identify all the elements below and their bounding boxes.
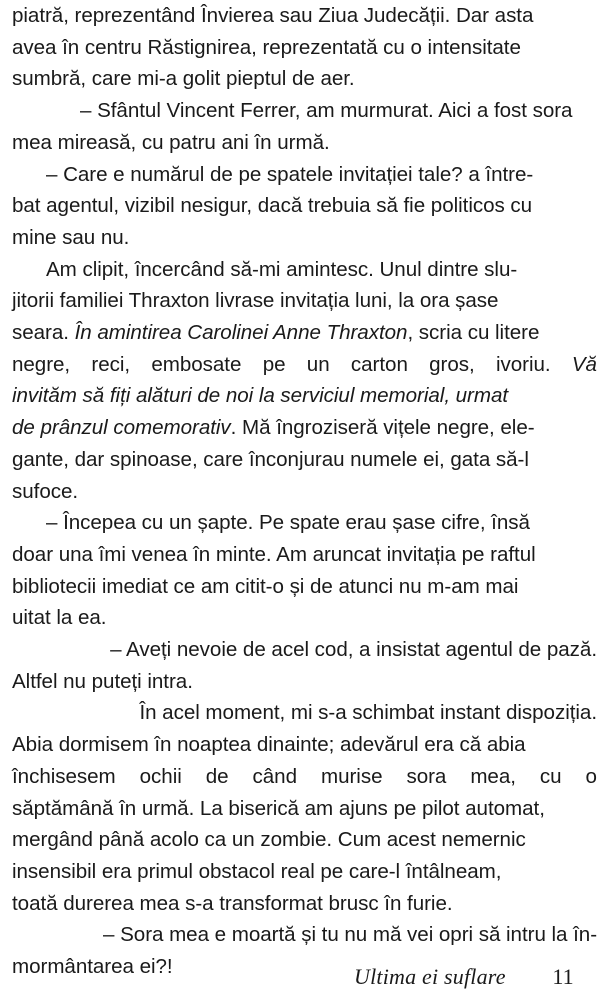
paragraph [12,254,597,508]
text-line [12,729,597,761]
paragraph-indent [12,697,46,729]
text-line [12,476,597,508]
text-line [12,634,597,666]
line-text: ochii [139,764,182,788]
paragraph [12,634,597,697]
text-line [12,254,597,286]
line-text: bat agentul, vizibil nesigur, dacă trebuia să fie politicos cu [12,194,533,218]
line-text: În acel moment, mi s-a schimbat instant dispoziția. [139,701,597,725]
line-text: toată durerea mea s-a transformat brusc în furie. [12,891,453,915]
line-text: gros, [429,352,475,376]
line-text: – Sora mea e moartă și tu nu mă vei opri să intru la în- [103,923,597,947]
text-line [12,539,597,571]
line-text: murise [320,764,383,788]
line-text: când [252,764,297,788]
line-text: închisesem [12,764,116,788]
line-text: piatră, reprezentând Învierea sau Ziua Judecății. Dar asta [12,4,534,27]
line-text: uitat la ea. [12,606,107,630]
paragraph [12,95,597,158]
line-text: mea mireasă, cu patru ani în urmă. [12,130,330,154]
text-line [12,919,597,951]
text-line-italic-end [12,412,597,444]
text-line [12,856,597,888]
line-text: bibliotecii imediat ce am citit-o și de atunci nu m-am mai [12,574,519,598]
paragraph-indent [12,634,46,666]
text-line [12,888,597,920]
line-text: insensibil era primul obstacol real pe care-l întâlneam, [12,859,502,883]
text-line [12,190,597,222]
text-line [12,602,597,634]
italic-run: În amintirea Carolinei Anne Thraxton [74,321,408,345]
line-text: gante, dar spinoase, care înconjurau numele ei, gata să-l [12,447,529,471]
italic-run: invităm să fiți alături de noi la serviciul memorial, urmat [12,384,509,408]
line-text: un [306,352,330,376]
line-text: seara. În amintirea Carolinei Anne Thraxton, scria cu litere [12,321,540,345]
line-text: mine sau nu. [12,225,130,249]
italic-run: Vă [571,352,597,376]
paragraph-indent [12,919,46,951]
text-line [12,571,597,603]
running-title: Ultima ei suflare [354,964,506,989]
line-text: cu [539,764,562,788]
line-text: – Începea cu un șapte. Pe spate erau șase cifre, însă [46,511,530,535]
line-text: o [585,764,597,788]
line-text: doar una îmi venea în minte. Am aruncat invitația pe raftul [12,542,536,566]
line-text: – Sfântul Vincent Ferrer, am murmurat. Aici a fost sora [80,99,573,123]
text-line [12,285,597,317]
text-line-italic [12,349,597,381]
line-text: negre, [12,352,71,376]
page-body-text [12,0,597,983]
line-text: sufoce. [12,479,79,503]
text-line [12,824,597,856]
text-line-italic [12,380,597,412]
line-text: sora [406,764,447,788]
text-line [12,222,597,254]
italic-run: de prânzul comemorativ [12,416,231,440]
text-line [12,507,597,539]
paragraph [12,507,597,634]
paragraph [12,159,597,254]
line-text: săptămână în urmă. La biserică am ajuns pe pilot automat, [12,796,545,820]
line-text: mormântarea ei?! [12,955,173,979]
line-text: avea în centru Răstignirea, reprezentată cu o intensitate [12,35,521,59]
line-text: reci, [91,352,131,376]
line-text: embosate [151,352,242,376]
line-text: sumbră, care mi-a golit pieptul de aer. [12,67,355,91]
line-text: – Aveți nevoie de acel cod, a insistat agentul de pază. [110,638,597,662]
line-text: de [205,764,229,788]
text-line [12,0,597,32]
text-line [12,697,597,729]
line-text: Altfel nu puteți intra. [12,669,193,693]
line-text: pe [262,352,286,376]
text-line [12,95,597,127]
text-line [12,32,597,64]
text-line [12,63,597,95]
line-text: Am clipit, încercând să-mi amintesc. Unul dintre slu- [46,257,518,281]
paragraph [12,0,597,95]
text-line [12,793,597,825]
page-number: 11 [552,964,574,989]
text-line [12,127,597,159]
text-line [12,444,597,476]
line-text: Abia dormisem în noaptea dinainte; adevărul era că abia [12,733,526,757]
text-line [12,761,597,793]
page-footer [0,962,610,1000]
line-text: jitorii familiei Thraxton livrase invitația luni, la ora șase [12,289,499,313]
paragraph [12,697,597,919]
line-text: mergând până acolo ca un zombie. Cum acest nemernic [12,828,526,852]
text-line [12,159,597,191]
line-text: de prânzul comemorativ. Mă îngroziseră vițele negre, ele- [12,416,535,440]
text-line [12,666,597,698]
line-text: ivoriu. [495,352,551,376]
line-text: mea, [470,764,516,788]
line-text: carton [350,352,408,376]
text-line-italic-start [12,317,597,349]
line-text: – Care e numărul de pe spatele invitației tale? a între- [46,162,534,186]
